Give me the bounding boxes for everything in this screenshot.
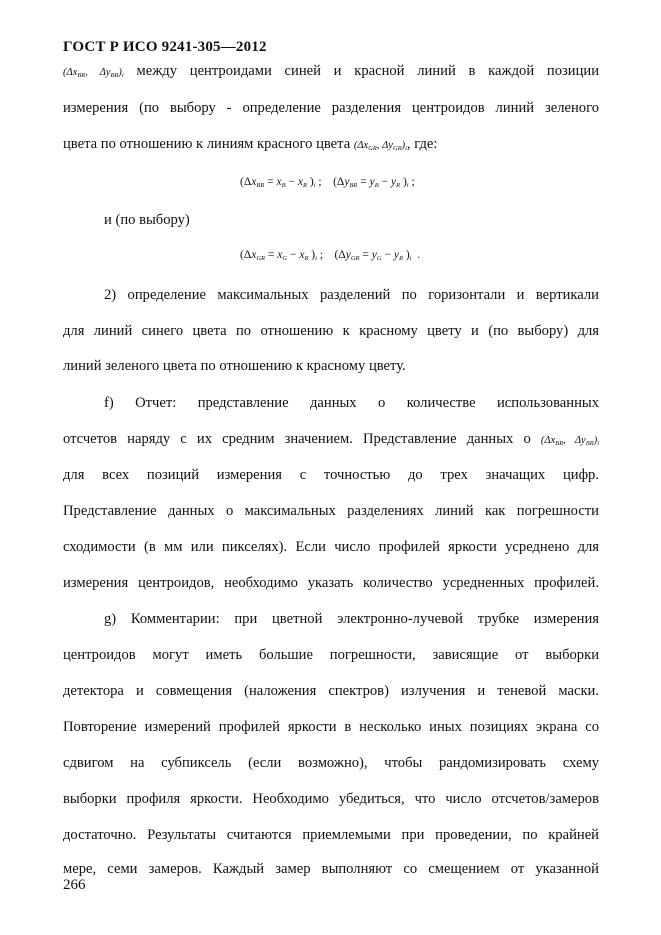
text-line: для линий синего цвета по отношению к красному цвету и (по выбору) для (63, 323, 599, 339)
text-line: ($\Delta x_{BR}$, $\Delta y_{BR})_i$ между центроидами синей и красной линий в каждой позиции (63, 63, 599, 79)
text-line: отсчетов наряду с их средним значением. Представление данных о ($\Delta x_{BR}$, $\Delta y_{BR})_i$ (63, 431, 599, 447)
inline-formula: ($\Delta x_{GR}$, $\Delta y_{GR})_i$ (353, 140, 407, 152)
text-line: сходимости (в мм или пикселях). Если число профилей яркости усреднено для (63, 539, 599, 555)
text-line: f) Отчет: представление данных о количестве использованных (104, 395, 599, 411)
text-line: линий зеленого цвета по отношению к красному цвету. (63, 358, 406, 374)
text-line: выборки профиля яркости. Необходимо убедиться, что число отсчетов/замеров (63, 791, 599, 807)
text-line: для всех позиций измерения с точностью до трех значащих цифр. (63, 467, 599, 483)
text-line: центроидов могут иметь большие погрешности, зависящие от выборки (63, 647, 599, 663)
equation: ($\Delta x_{GR} = x_G - x_R$ )$_i$ ; ($\Delta y_{GR} = y_G - y_R$ )$_i$ . (240, 249, 421, 262)
text-line: g) Комментарии: при цветной электронно-лучевой трубке измерения (104, 611, 599, 627)
text-line: детектора и совмещения (наложения спектров) излучения и теневой маски. (63, 683, 599, 699)
text-line: и (по выбору) (104, 212, 190, 228)
text-line: Повторение измерений профилей яркости в несколько иных позициях экрана со (63, 719, 599, 735)
text-line: измерения (по выбору - определение разделения центроидов линий зеленого (63, 100, 599, 116)
page-number: 266 (63, 877, 86, 893)
equation: ($\Delta x_{BR} = x_B - x_R$ )$_i$ ; ($\Delta y_{BR} = y_B - y_R$ )$_i$ ; (240, 176, 415, 189)
document-header: ГОСТ Р ИСО 9241-305—2012 (63, 39, 267, 55)
text-line: сдвигом на субпиксель (если возможно), чтобы рандомизировать схему (63, 755, 599, 771)
text-line: мере, семи замеров. Каждый замер выполняют со смещением от указанной (63, 861, 599, 877)
text-line: достаточно. Результаты считаются приемлемыми при проведении, по крайней (63, 827, 599, 843)
text-line: Представление данных о максимальных разделениях линий как погрешности (63, 503, 599, 519)
text-line: измерения центроидов, необходимо указать количество усредненных профилей. (63, 575, 599, 591)
inline-formula: ($\Delta x_{BR}$, $\Delta y_{BR})_i$ (540, 435, 599, 447)
text-line: цвета по отношению к линиям красного цвета ($\Delta x_{GR}$, $\Delta y_{GR})_i$, где: (63, 136, 438, 152)
text-line: 2) определение максимальных разделений по горизонтали и вертикали (104, 287, 599, 303)
inline-formula: ($\Delta x_{BR}$, $\Delta y_{BR})_i$ (63, 67, 124, 79)
